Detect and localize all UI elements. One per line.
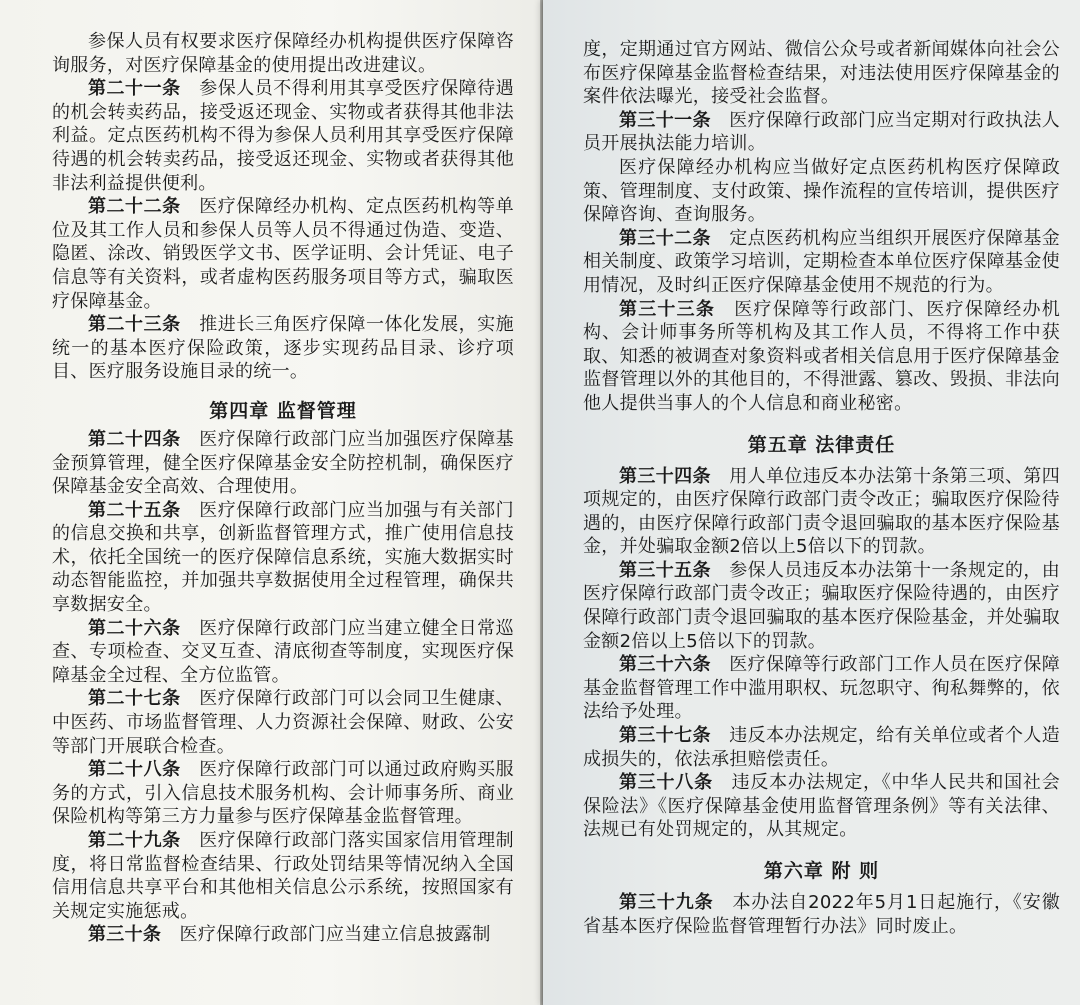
article-text: 医疗保障行政部门应当建立信息披露制 <box>179 924 491 946</box>
article-number: 第三十四条 <box>619 465 711 487</box>
article-text: 用人单位违反本办法第十条第三项、第四项规定的，由医疗保障行政部门责令改正；骗取医疗保险待遇的，由医疗保障行政部门责令退回骗取的基本医疗保险基金，并处骗取金额2倍以上5倍以下的罚款。 <box>583 465 1060 558</box>
article-text: 参保人员不得利用其享受医疗保障待遇的机会转卖药品，接受返还现金、实物或者获得其他非法利益。定点医药机构不得为参保人员利用其享受医疗保障待遇的机会转卖药品，接受返还现金、实物或者获得其他非法利益提供便利。 <box>52 78 514 194</box>
article-number: 第三十二条 <box>619 227 711 249</box>
article-number: 第二十八条 <box>88 759 181 781</box>
article-paragraph <box>52 195 514 313</box>
article-number: 第二十三条 <box>88 314 181 336</box>
article-text: 医疗保障经办机构应当做好定点医药机构医疗保障政策、管理制度、支付政策、操作流程的宣传培训，提供医疗保障咨询、查询服务。 <box>583 156 1060 226</box>
right-page <box>543 0 1080 1005</box>
article-number: 第三十六条 <box>619 654 711 676</box>
article-text: 医疗保障等行政部门、医疗保障经办机构、会计师事务所等机构及其工作人员，不得将工作中获取、知悉的被调查对象资料或者相关信息用于医疗保障基金监督管理以外的其他目的，不得泄露、篡改、毁损、非法向他人提供当事人的个人信息和商业秘密。 <box>583 298 1060 414</box>
chapter-heading: 第四章 监督管理 <box>209 399 357 422</box>
article-text: 医疗保障行政部门可以会同卫生健康、中医药、市场监督管理、人力资源社会保障、财政、公安等部门开展联合检查。 <box>52 688 514 757</box>
article-text: 医疗保障等行政部门工作人员在医疗保障基金监督管理工作中滥用职权、玩忽职守、徇私舞弊的，依法给予处理。 <box>583 654 1060 723</box>
article-number: 第二十二条 <box>88 196 181 218</box>
article-paragraph <box>583 156 1060 227</box>
article-text: 本办法自2022年5月1日起施行，《安徽省基本医疗保险监督管理暂行办法》同时废止。 <box>583 892 1060 937</box>
article-paragraph <box>583 559 1060 653</box>
article-text: 医疗保障行政部门应当加强医疗保障基金预算管理，健全医疗保障基金安全防控机制，确保医疗保障基金安全高效、合理使用。 <box>52 428 514 498</box>
article-text: 医疗保障行政部门落实国家信用管理制度，将日常监督检查结果、行政处罚结果等情况纳入全国信用信息共享平台和其他相关信息公示系统，按照国家有关规定实施惩戒。 <box>52 830 514 922</box>
article-paragraph <box>583 38 1060 109</box>
article-number: 第二十九条 <box>88 830 181 851</box>
article-paragraph <box>52 77 514 195</box>
article-number: 第三十三条 <box>619 298 716 320</box>
article-paragraph <box>583 771 1060 842</box>
article-number: 第二十一条 <box>88 78 181 100</box>
article-paragraph <box>52 923 514 947</box>
article-number: 第二十四条 <box>88 428 181 450</box>
article-number: 第三十八条 <box>619 772 713 794</box>
article-text: 医疗保障行政部门应当建立健全日常巡查、专项检查、交叉互查、清底彻查等制度，实现医疗保障基金全过程、全方位监管。 <box>52 617 514 686</box>
article-paragraph <box>52 499 514 617</box>
article-text: 参保人员有权要求医疗保障经办机构提供医疗保障咨询服务，对医疗保障基金的使用提出改进建议。 <box>52 31 514 76</box>
article-text: 违反本办法规定，《中华人民共和国社会保险法》《医疗保障基金使用监督管理条例》等有关法律、法规已有处罚规定的，从其规定。 <box>583 772 1060 841</box>
article-text: 参保人员违反本办法第十一条规定的，由医疗保障行政部门责令改正；骗取医疗保险待遇的，由医疗保障行政部门责令退回骗取的基本医疗保险基金，并处骗取金额2倍以上5倍以下的罚款。 <box>583 559 1060 652</box>
article-paragraph <box>583 227 1060 298</box>
article-paragraph <box>583 109 1060 156</box>
article-number: 第二十七条 <box>88 688 181 710</box>
article-paragraph <box>583 465 1060 559</box>
article-text: 医疗保障行政部门应当定期对行政执法人员开展执法能力培训。 <box>583 109 1060 155</box>
article-paragraph <box>52 30 514 77</box>
article-paragraph <box>583 891 1060 938</box>
article-number: 第二十六条 <box>88 617 181 639</box>
chapter-heading: 第五章 法律责任 <box>747 433 896 456</box>
article-paragraph <box>52 428 514 499</box>
article-text: 推进长三角医疗保障一体化发展，实施统一的基本医疗保险政策，逐步实现药品目录、诊疗项目、医疗服务设施目录的统一。 <box>52 314 514 383</box>
article-text: 医疗保障经办机构、定点医药机构等单位及其工作人员和参保人员等人员不得通过伪造、变造、隐匿、涂改、销毁医学文书、医学证明、会计凭证、电子信息等有关资料，或者虚构医药服务项目等方式，骗取医疗保障基金。 <box>52 196 514 312</box>
article-text: 定点医药机构应当组织开展医疗保障基金相关制度、政策学习培训，定期检查本单位医疗保障基金使用情况，及时纠正医疗保障基金使用不规范的行为。 <box>583 227 1060 296</box>
article-paragraph <box>583 724 1060 771</box>
article-number: 第三十一条 <box>619 109 711 131</box>
article-paragraph <box>583 298 1060 416</box>
article-paragraph <box>52 758 514 829</box>
article-text: 医疗保障行政部门可以通过政府购买服务的方式，引入信息技术服务机构、会计师事务所、商业保险机构等第三方力量参与医疗保障基金监督管理。 <box>52 759 514 828</box>
article-number: 第三十七条 <box>619 725 711 747</box>
article-text: 违反本办法规定，给有关单位或者个人造成损失的，依法承担赔偿责任。 <box>583 725 1060 770</box>
article-number: 第三十条 <box>88 924 162 946</box>
article-number: 第三十九条 <box>619 892 714 913</box>
article-paragraph <box>52 829 514 923</box>
article-number: 第三十五条 <box>619 559 711 581</box>
article-paragraph <box>52 687 514 758</box>
article-number: 第二十五条 <box>88 499 181 521</box>
article-text: 医疗保障行政部门应当加强与有关部门的信息交换和共享，创新监督管理方式，推广使用信息技术，依托全国统一的医疗保障信息系统，实施大数据实时动态智能监控，并加强共享数据使用全过程管理，确保共享数据安全。 <box>52 499 514 616</box>
article-paragraph <box>52 617 514 688</box>
article-paragraph <box>52 313 514 384</box>
chapter-heading: 第六章 附 则 <box>763 860 880 882</box>
article-paragraph <box>583 653 1060 724</box>
article-text: 度，定期通过官方网站、微信公众号或者新闻媒体向社会公布医疗保障基金监督检查结果，对违法使用医疗保障基金的案件依法曝光，接受社会监督。 <box>583 39 1060 108</box>
